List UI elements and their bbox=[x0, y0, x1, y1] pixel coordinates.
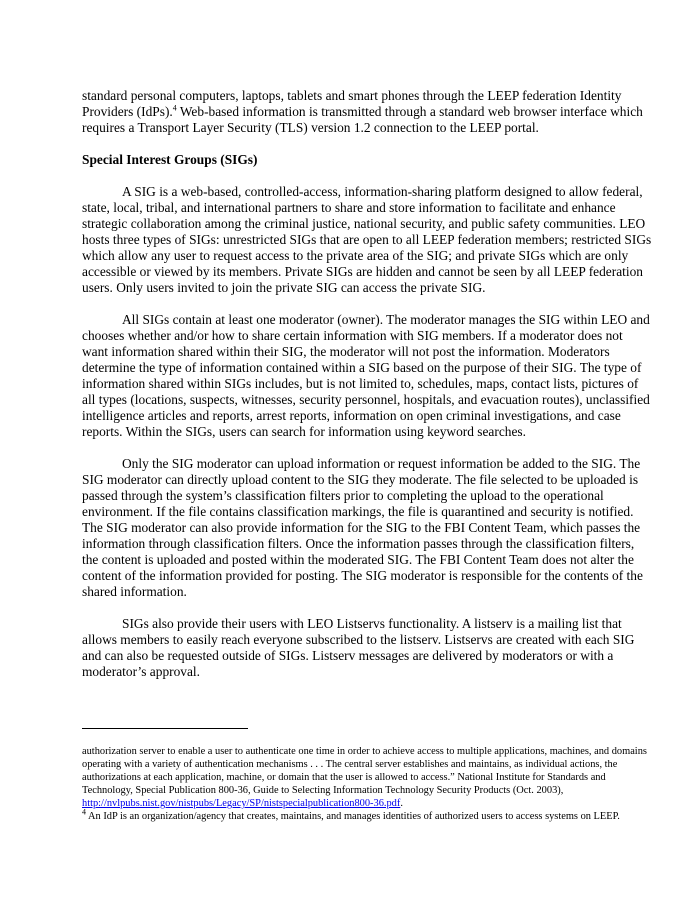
footnote-continued-text: authorization server to enable a user to authenticate one time in order to achieve access to multiple applications, machines, and domains operating with a variety of authentication mechanisms . . . The central server establishes and maintains, as individual actions, the authorizations at each application, machine, or domain that the user is allowed to access.” National Institute for Standards and Technology, Special Publication 800-36, Guide to Selecting Information Technology Security Products (Oct. 2003), bbox=[82, 746, 647, 796]
footnote-4-number: 4 bbox=[82, 807, 86, 817]
section-heading: Special Interest Groups (SIGs) bbox=[82, 152, 258, 167]
intro-text-rest: Web-based information is transmitted through a standard web browser interface which requires a Transport Layer Security (TLS) version 1.2 connection to the LEEP portal. bbox=[82, 104, 643, 135]
paragraph-moderators: All SIGs contain at least one moderator (owner). The moderator manages the SIG within LEO and chooses whether and/or how to share certain information with SIG members. If a moderator does not want information shared within their SIG, the moderator will not post the information. Moderators determine the type of information contained within a SIG based on the purpose of their SIG. The type of information shared within SIGs includes, but is not limited to, schedules, maps, contact lists, pictures of all types (locations, suspects, witnesses, security personnel, hospitals, and evacuation routes), unclassified intelligence articles and reports, arrest reports, information on open criminal investigations, and case reports. Within the SIGs, users can search for information using keyword searches. bbox=[82, 312, 650, 439]
body-text bbox=[82, 88, 652, 696]
footnote-separator bbox=[82, 728, 248, 729]
footnote-4 bbox=[82, 807, 652, 823]
intro-text: standard personal computers, laptops, tablets and smart phones through the LEEP federation Identity Providers (IdPs). bbox=[82, 88, 622, 119]
footnote-continued-end: . bbox=[400, 798, 403, 809]
footnotes bbox=[82, 745, 652, 823]
nist-publication-link[interactable]: http://nvlpubs.nist.gov/nistpubs/Legacy/SP/nistspecialpublication800-36.pdf bbox=[82, 798, 401, 809]
paragraph-sig-definition: A SIG is a web-based, controlled-access, information-sharing platform designed to allow federal, state, local, tribal, and international partners to share and store information to facilitate and enhance strategic collaboration among the criminal justice, national security, and public safety communities. LEO hosts three types of SIGs: unrestricted SIGs that are open to all LEEP federation members; restricted SIGs which allow any user to request access to the private area of the SIG; and private SIGs which are only accessible or viewed by its members. Private SIGs are hidden and cannot be seen by all LEEP federation users. Only users invited to join the private SIG can access the private SIG. bbox=[82, 184, 652, 295]
intro-paragraph bbox=[82, 88, 652, 136]
paragraph-listservs: SIGs also provide their users with LEO Listservs functionality. A listserv is a mailing list that allows members to easily reach everyone subscribed to the listserv. Listservs are created with each SIG and can also be requested outside of SIGs. Listserv messages are delivered by moderators or with a moderator’s approval. bbox=[82, 616, 635, 679]
footnote-ref-4[interactable]: 4 bbox=[172, 103, 177, 113]
footnote-4-text: An IdP is an organization/agency that creates, maintains, and manages identities of authorized users to access systems on LEEP. bbox=[86, 811, 620, 822]
footnote-continued bbox=[82, 745, 652, 810]
paragraph-upload: Only the SIG moderator can upload information or request information be added to the SIG. The SIG moderator can directly upload content to the SIG they moderate. The file selected to be uploaded is passed through the system’s classification filters prior to completing the upload to the operational environment. If the file contains classification markings, the file is quarantined and security is notified. The SIG moderator can also provide information for the SIG to the FBI Content Team, which passes the information through classification filters. Once the information passes through the classification filters, the content is uploaded and posted within the moderated SIG. The FBI Content Team does not alter the content of the information provided for posting. The SIG moderator is responsible for the contents of the shared information. bbox=[82, 456, 643, 599]
